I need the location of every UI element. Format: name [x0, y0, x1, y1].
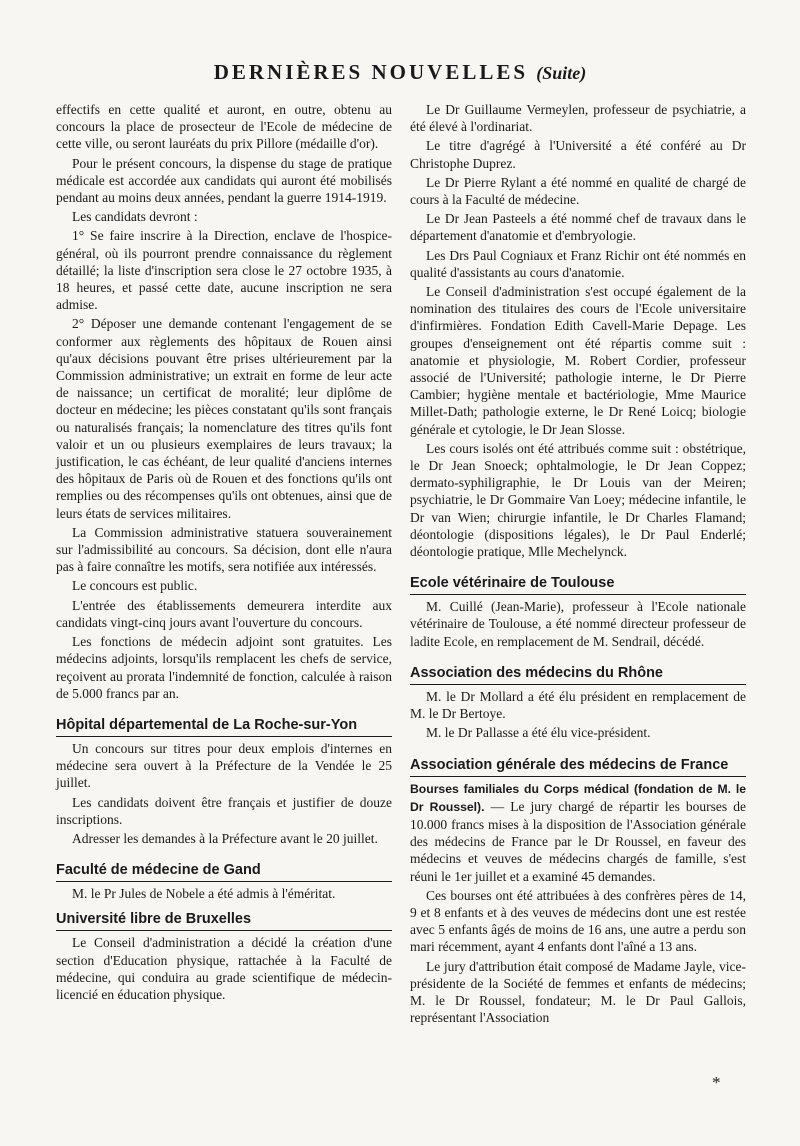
- paragraph: effectifs en cette qualité et auront, en outre, obtenu au concours la place de prosecteur de l'Ecole de médecine de cette ville, ou seront lauréats du prix Pillore (médaille d'or).: [56, 102, 392, 152]
- paragraph: Le Dr Pierre Rylant a été nommé en qualité de chargé de cours à la Faculté de médecine.: [410, 174, 746, 208]
- paragraph: Ces bourses ont été attribuées à des confrères pères de 14, 9 et 8 enfants et à des veuves de médecins dont une est restée avec 5 enfants âgés de moins de 16 ans, une autre a perdu son mari récemment, ayant 4 enfants dont l'aîné a 13 ans.: [410, 887, 746, 955]
- paragraph: Le jury d'attribution était composé de Madame Jayle, vice-présidente de la Société de femmes et enfants de médecins; M. le Dr Roussel, fondateur; M. le Dr Paul Gallois, représentant l'Association: [410, 958, 746, 1026]
- paragraph: [410, 780, 746, 885]
- section-heading-toulouse: Ecole vétérinaire de Toulouse: [410, 574, 746, 595]
- bourses-text: — Le jury chargé de répartir les bourses de 10.000 francs mises à la disposition de l'Association générale des médecins de France par le Dr Roussel, en faveur des médecins et veuves de médecins chargés de famille, s'est réuni le 1er juillet et a examiné 45 demandes.: [410, 798, 746, 884]
- paragraph: 1° Se faire inscrire à la Direction, enclave de l'hospice-général, où ils pourront prendre connaissance du règlement détaillé; la liste d'inscription sera close le 27 octobre 1935, à 18 heures, et passé cette date, aucune inscription ne sera admise.: [56, 228, 392, 313]
- paragraph: Les candidats devront :: [72, 209, 198, 225]
- paragraph: Le Dr Guillaume Vermeylen, professeur de psychiatrie, a été élevé à l'ordinariat.: [410, 102, 746, 135]
- paragraph: M. le Pr Jules de Nobele a été admis à l'éméritat.: [72, 886, 336, 902]
- paragraph: Un concours sur titres pour deux emplois d'internes en médecine sera ouvert à la Préfecture de la Vendée le 25 juillet.: [56, 740, 392, 791]
- section-heading-rhone: Association des médecins du Rhône: [410, 664, 746, 685]
- paragraph: Les fonctions de médecin adjoint sont gratuites. Les médecins adjoints, lorsqu'ils remplacent les chefs de service, reçoivent au prorata l'indemnité de fonction, calculée à raison de 5.000 francs par an.: [56, 634, 392, 701]
- paragraph: Le titre d'agrégé à l'Université a été conféré au Dr Christophe Duprez.: [410, 138, 746, 171]
- section-heading-association-france: Association générale des médecins de France: [410, 756, 746, 777]
- paragraph: Le Dr Jean Pasteels a été nommé chef de travaux dans le département d'anatomie et d'embryologie.: [410, 211, 746, 244]
- paragraph: Les Drs Paul Cogniaux et Franz Richir ont été nommés en qualité d'assistants au cours d'anatomie.: [410, 247, 746, 280]
- paragraph: Le Conseil d'administration a décidé la création d'une section d'Education physique, rattachée à la Faculté de médecine, qui conduira au grade scientifique de médecin-licencié en éducation physique.: [56, 935, 392, 1002]
- bourses-subhead: Bourses familiales du Corps médical (fondation de M. le Dr Roussel).: [410, 781, 746, 814]
- paragraph: Adresser les demandes à la Préfecture avant le 20 juillet.: [72, 830, 378, 846]
- right-column: [410, 101, 746, 1028]
- paragraph: Pour le présent concours, la dispense du stage de pratique médicale est accordée aux candidats qui auront été mobilisés pendant au moins deux années, pendant la guerre 1914-1919.: [56, 155, 392, 206]
- section-heading-gand: Faculté de médecine de Gand: [56, 861, 392, 882]
- paragraph: Le Conseil d'administration s'est occupé également de la nomination des titulaires des cours de l'Ecole universitaire d'infirmières. Fondation Edith Cavell-Marie Depage. Les groupes d'enseignement ont été répartis comme suit : anatomie et physiologie, M. Robert Cordier, professeur associé de l'Université; pathologie interne, le Dr Pierre Cambier; hygiène mentale et bactériologie, Mme Maurice Millet-Dath; pathologie externe, le Dr René Loicq; biologie générale et cytologie, le Dr Jean Slosse.: [410, 284, 746, 437]
- section-heading-bruxelles: Université libre de Bruxelles: [56, 910, 392, 931]
- paragraph: L'entrée des établissements demeurera interdite aux candidats vingt-cinq jours avant l'ouverture du concours.: [56, 597, 392, 630]
- paragraph: M. Cuillé (Jean-Marie), professeur à l'Ecole nationale vétérinaire de Toulouse, a été nommé directeur professeur de ladite Ecole, en remplacement de M. Sendrail, décédé.: [410, 599, 746, 649]
- continuation-star-mark: *: [712, 1073, 721, 1092]
- paragraph: M. le Dr Mollard a été élu président en remplacement de M. le Dr Bertoye.: [410, 688, 746, 722]
- paragraph: 2° Déposer une demande contenant l'engagement de se conformer aux règlements des hôpitaux de Rouen ainsi qu'aux décisions pouvant être prises ultérieurement par la Commission administrative; un extrait en forme de leur acte de naissance; un certificat de moralité; leur diplôme de docteur en médecine; les pièces constatant qu'ils sont français ou naturalisés français; la nomenclature des titres qu'ils font valoir et un ou plusieurs exemplaires de leurs travaux; la justification, le cas échéant, de leur qualité d'anciens internes des hôpitaux de Paris où de Rouen et des fonctions qu'ils ont remplies ou des récompenses qu'ils ont obtenues, ainsi que de leurs états de services militaires.: [56, 316, 392, 521]
- page-title-text: DERNIÈRES NOUVELLES: [213, 60, 529, 84]
- paragraph: Le concours est public.: [72, 578, 198, 594]
- left-column: [56, 101, 392, 1005]
- paragraph: M. le Dr Pallasse a été élu vice-président.: [426, 725, 651, 741]
- paragraph: Les cours isolés ont été attribués comme suit : obstétrique, le Dr Jean Snoeck; ophtalmologie, le Dr Jean Coppez; dermato-syphiligraphie, le Dr Louis van der Meiren; psychiatrie, le Dr Gommaire Van Loey; médecine infantile, le Dr van Wien; chirurgie infantile, le Dr Charles Flamand; déontologie (dispositions légales), le Dr Paul Enderlé; déontologie pratique, Mlle Mechelynck.: [410, 440, 746, 560]
- paragraph: Les candidats doivent être français et justifier de douze inscriptions.: [56, 794, 392, 827]
- paragraph: La Commission administrative statuera souverainement sur l'admissibilité au concours. Sa décision, dont elle n'aura pas à faire connaître les motifs, sera notifiée aux intéressés.: [56, 524, 392, 575]
- page-title-suite: (Suite): [536, 63, 587, 83]
- section-heading-roche-sur-yon: Hôpital départemental de La Roche-sur-Yon: [56, 716, 392, 737]
- page-title: [0, 60, 800, 85]
